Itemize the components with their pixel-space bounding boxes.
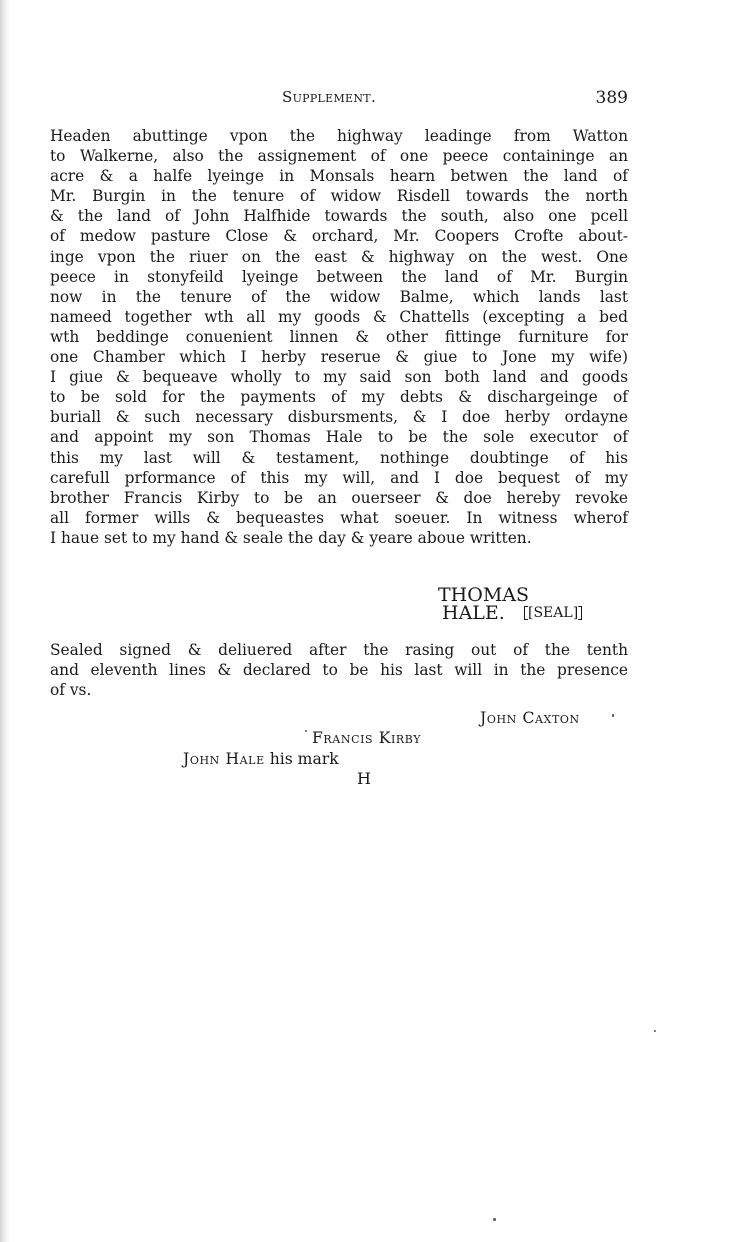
text-line: I giue & bequeave wholly to my said son both land and goods xyxy=(50,368,628,387)
text-line: brother Francis Kirby to be an ouerseer & doe hereby revoke xyxy=(50,488,628,507)
paper-speck xyxy=(305,730,307,732)
text-line: and appoint my son Thomas Hale to be the sole executor of xyxy=(50,428,628,447)
text-line: now in the tenure of the widow Balme, which lands last xyxy=(50,287,628,306)
witness-mark-note: his mark xyxy=(264,750,339,768)
page-number: 389 xyxy=(595,88,628,108)
page-edge-shadow xyxy=(0,0,10,1242)
witness-mark-h: H xyxy=(357,769,372,788)
witness-john-hale-mark xyxy=(183,749,339,769)
signature-last-name: HALE. xyxy=(442,602,505,624)
text-line: carefull prformance of this my will, and I doe bequest of my xyxy=(50,468,628,487)
testator-signature xyxy=(428,585,588,635)
text-line: to Walkerne, also the assignement of one peece containinge an xyxy=(50,147,628,166)
text-line: to be sold for the payments of my debts & dischargeinge of xyxy=(50,388,628,407)
text-line: this my last will & testament, nothinge doubtinge of his xyxy=(50,448,628,467)
signature-first-name: THOMAS xyxy=(438,584,530,606)
paper-speck xyxy=(612,714,614,717)
paper-speck xyxy=(654,1030,656,1032)
seal-label: SEAL xyxy=(533,605,573,621)
text-line: Mr. Burgin in the tenure of widow Risdell towards the north xyxy=(50,187,628,206)
attestation-paragraph xyxy=(50,640,628,700)
text-line: acre & a halfe lyeinge in Monsals hearn betwen the land of xyxy=(50,167,628,186)
will-paragraph xyxy=(50,126,628,548)
witness-john-hale-name: John Hale xyxy=(183,750,265,768)
text-line: Headen abuttinge vpon the highway leadinge from Watton xyxy=(50,127,628,145)
seal-mark: [SEAL] xyxy=(528,605,579,621)
text-line: peece in stonyfeild lyeinge between the land of Mr. Burgin xyxy=(50,267,628,286)
running-title: Supplement. xyxy=(282,88,377,106)
text-line: buriall & such necessary disbursments, & I doe herby ordayne xyxy=(50,408,628,427)
text-line: wth beddinge conuenient linnen & other fittinge furniture for xyxy=(50,327,628,346)
text-line: and eleventh lines & declared to be his last will in the presence xyxy=(50,661,628,680)
text-line: Sealed signed & deliuered after the rasing out of the tenth xyxy=(50,641,628,659)
witness-francis-kirby: Francis Kirby xyxy=(312,729,422,747)
text-line: one Chamber which I herby reserue & giue to Jone my wife) xyxy=(50,348,628,367)
witness-john-caxton: John Caxton xyxy=(480,709,580,727)
running-head xyxy=(50,88,628,112)
text-line: all former wills & bequeastes what soeuer. In witness wherof xyxy=(50,508,628,527)
text-line: I haue set to my hand & seale the day & yeare aboue written. xyxy=(50,528,532,547)
text-line: inge vpon the riuer on the east & highway on the west. One xyxy=(50,247,628,266)
text-line: of medow pasture Close & orchard, Mr. Coopers Crofte about- xyxy=(50,227,628,246)
text-line: nameed together wth all my goods & Chattells (excepting a bed xyxy=(50,307,628,326)
text-line: of vs. xyxy=(50,681,92,700)
paper-speck xyxy=(493,1218,496,1221)
text-line: & the land of John Halfhide towards the south, also one pcell xyxy=(50,207,628,226)
